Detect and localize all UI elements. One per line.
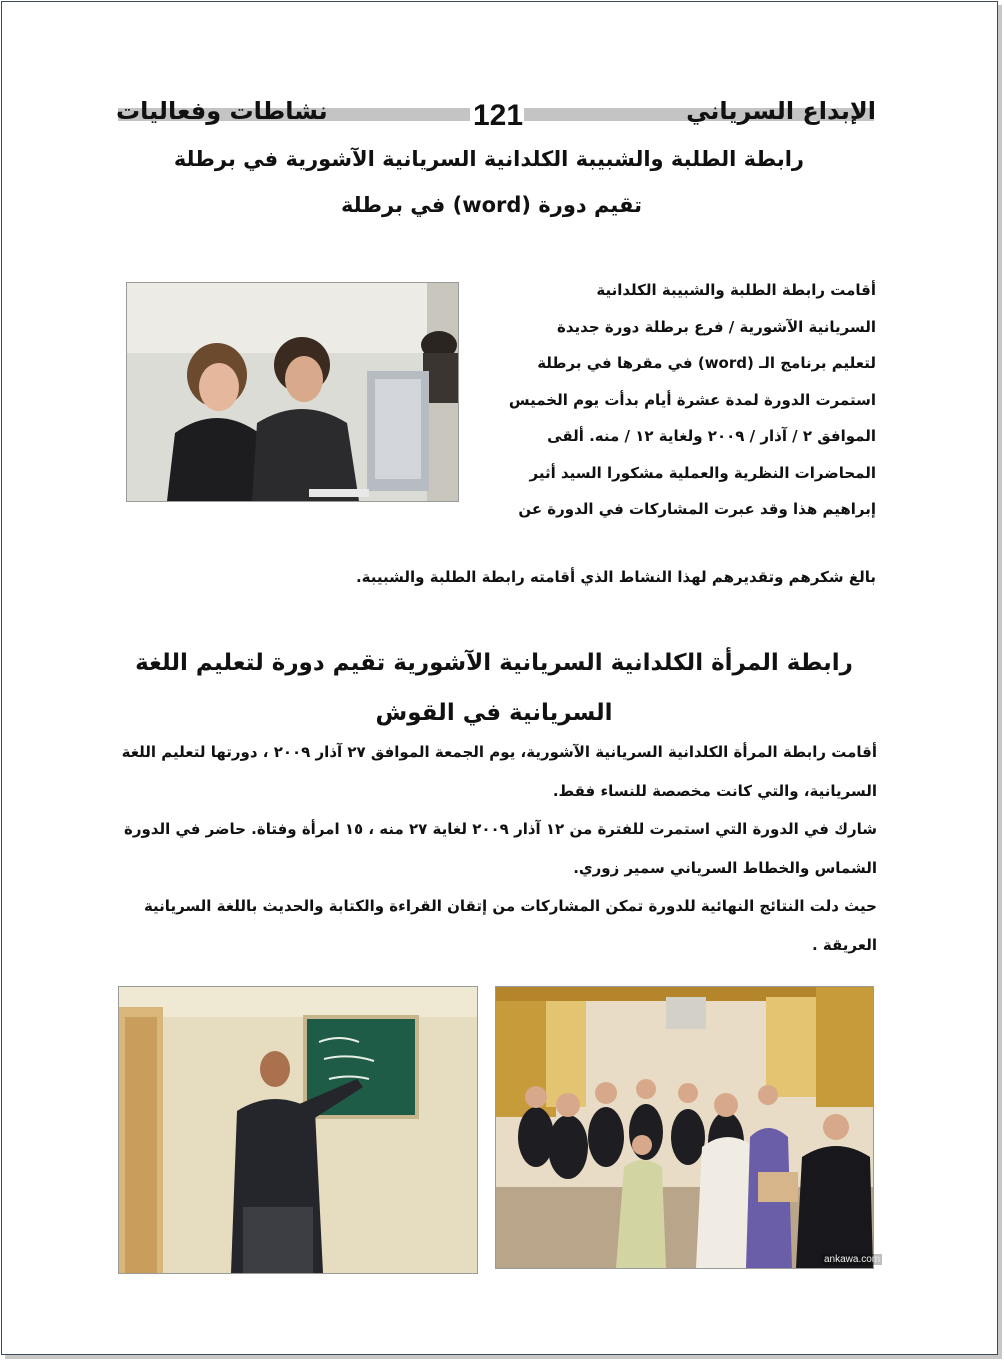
article2-title-line: رابطة المرأة الكلدانية السريانية الآشورية تقيم دورة لتعليم اللغة (135, 650, 853, 676)
article1-last-line: بالغ شكرهم وتقديرهم لهذا النشاط الذي أقامته رابطة الطلبة والشبيبة. (355, 568, 876, 586)
photo-watermark: ankawa.com (824, 1254, 881, 1265)
photo-teacher-blackboard (118, 986, 478, 1274)
article2-title-line: السريانية في القوش (375, 700, 613, 726)
publication-title: الإبداع السرياني (686, 97, 876, 125)
article2-paragraph: حيث دلت النتائج النهائية للدورة تمكن المشاركات من إتقان القراءة والكتابة والحديث باللغة السريانية العريقة . (143, 897, 877, 954)
article1-line: السريانية الآشورية / فرع برطلة دورة جديدة (557, 317, 876, 336)
article2-body (117, 733, 877, 964)
photo-women-class (495, 986, 874, 1269)
article1-body (461, 272, 876, 528)
article1-line: استمرت الدورة لمدة عشرة أيام بدأت يوم الخميس (508, 390, 876, 409)
article1-line: إبراهيم هذا وقد عبرت المشاركات في الدورة عن (518, 500, 876, 518)
article1-line: لتعليم برنامج الـ (word) في مقرها في برطلة (537, 354, 876, 372)
article2-title (134, 638, 854, 738)
article1-line: المحاضرات النظرية والعملية مشكورا السيد أثير (529, 463, 876, 482)
article1-line: الموافق ٢ / آذار / ٢٠٠٩ ولغاية ١٢ / منه. ألقى (547, 427, 876, 445)
article1-subtitle: تقيم دورة (word) في برطلة (340, 193, 642, 217)
article2-paragraph: شارك في الدورة التي استمرت للفترة من ١٢ آذار ٢٠٠٩ لغاية ٢٧ منه ، ١٥ امرأة وفتاة. حاضر في الدورة الشماس والخطاط السرياني سمير زوري. (123, 820, 877, 877)
page-number: 121 (472, 99, 524, 132)
photo-computer-course (126, 282, 459, 502)
section-label: نشاطات وفعاليات (116, 97, 328, 125)
article2-paragraph: أقامت رابطة المرأة الكلدانية السريانية الآشورية، يوم الجمعة الموافق ٢٧ آذار ٢٠٠٩ ، دورتها لتعليم اللغة السريانية، والتي كانت مخصصة للنساء فقط. (121, 743, 877, 800)
article1-title: رابطة الطلبة والشبيبة الكلدانية السريانية الآشورية في برطلة (173, 147, 804, 171)
article1-line: أقامت رابطة الطلبة والشبيبة الكلدانية (596, 281, 876, 299)
